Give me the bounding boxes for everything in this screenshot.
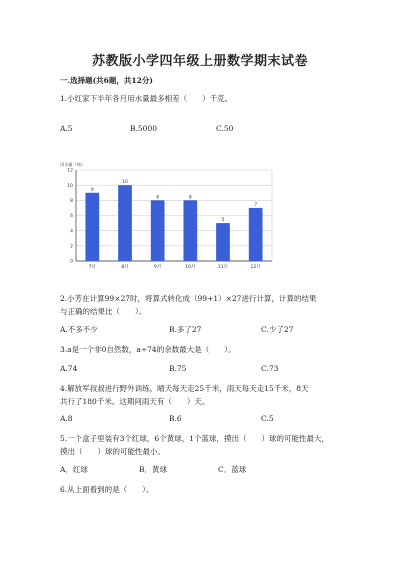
question-3-option-a[interactable]: A.74	[60, 364, 78, 373]
question-5-text-line-2: 摸出（ ）球的可能性最小。	[60, 447, 165, 456]
y-tick-label: 4	[70, 229, 73, 235]
question-2-option-b[interactable]: B.多了27	[169, 325, 202, 334]
x-tick-label: 10月	[185, 265, 196, 270]
question-2-option-a[interactable]: A.不多不少	[60, 325, 98, 334]
question-2-option-c[interactable]: C.少了27	[261, 325, 294, 334]
x-tick-label: 11月	[217, 265, 229, 270]
question-2-text-line-2: 与正确的结果比（ ）。	[60, 307, 147, 316]
x-tick-label: 12月	[250, 265, 261, 270]
bar-5	[216, 223, 230, 261]
data-label: 9	[90, 187, 94, 193]
x-tick-label: 8月	[121, 265, 129, 270]
bar-1	[85, 193, 99, 261]
question-6-text: 6.从上面看到的是（ ）。	[60, 485, 154, 494]
question-4-option-c[interactable]: C.5	[261, 414, 274, 423]
question-1-option-a[interactable]: A.5	[60, 124, 73, 133]
data-label: 8	[188, 195, 192, 201]
y-tick-label: 12	[67, 168, 73, 174]
question-3-option-b[interactable]: B.75	[169, 364, 187, 373]
bar-4	[183, 200, 197, 261]
question-5-option-a[interactable]: A．红球	[60, 465, 88, 474]
x-tick-label: 9月	[153, 265, 162, 270]
question-5-text-line-1: 5.一个盒子里装有3个红球，6个黄球，1个蓝球，摸出（ ）球的可能性最大，	[60, 434, 329, 443]
y-tick-label: 10	[67, 183, 73, 189]
section-heading: 一.选择题(共6题，共12分)	[60, 76, 153, 85]
data-label: 10	[122, 180, 128, 186]
y-tick-label: 8	[70, 198, 73, 204]
y-tick-label: 6	[70, 214, 73, 220]
y-axis-label: 用水量（吨）	[60, 162, 86, 167]
data-label: 7	[254, 202, 258, 208]
question-4-text-line-1: 4.解放军叔叔进行野外训练，晴天每天走25千米，雨天每天走15千米，8天	[60, 384, 309, 393]
y-tick-label: 2	[70, 244, 73, 250]
question-3-text: 3.a是一个非0自然数，a÷74的余数最大是（ ）。	[60, 345, 236, 354]
question-1-text: 1.小红家下半年各月用水量最多相差（ ）千克。	[60, 94, 233, 103]
question-4-option-b[interactable]: B.6	[169, 414, 182, 423]
bar-2	[118, 185, 132, 261]
bar-6	[249, 208, 263, 261]
question-5-option-b[interactable]: B．黄球	[139, 465, 168, 474]
question-4-text-line-2: 共行了180千米。这期间雨天有（ ）天。	[60, 397, 210, 406]
bar-3	[151, 200, 165, 261]
y-tick-label: 0	[70, 259, 73, 265]
question-1-option-c[interactable]: C.50	[216, 124, 234, 133]
data-label: 5	[221, 218, 225, 224]
question-4-option-a[interactable]: A.8	[60, 414, 73, 423]
question-3-option-c[interactable]: C.73	[261, 364, 279, 373]
x-tick-label: 7月	[88, 265, 97, 270]
page-title: 苏教版小学四年级上册数学期末试卷	[91, 54, 308, 69]
question-5-option-c[interactable]: C．蓝球	[218, 465, 247, 474]
water-usage-bar-chart	[58, 158, 288, 276]
data-label: 8	[156, 195, 160, 201]
question-1-option-b[interactable]: B.5000	[130, 124, 157, 133]
question-2-text-line-1: 2.小芳在计算99×27时，将算式转化成（99+1）×27进行计算，计算的结果	[60, 294, 317, 303]
